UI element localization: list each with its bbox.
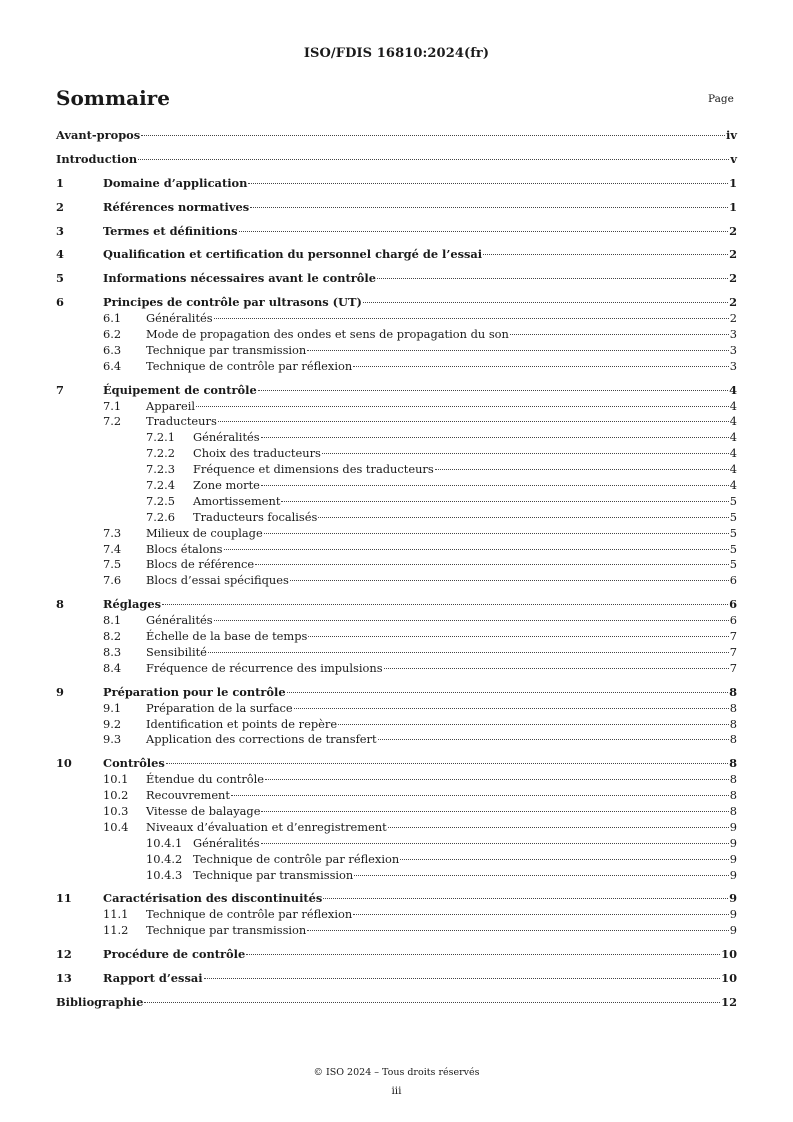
toc-entry[interactable] bbox=[56, 271, 737, 287]
toc-entry-number: 6.3 bbox=[103, 342, 122, 357]
toc-entry-number: 4 bbox=[56, 247, 64, 262]
toc-entry[interactable] bbox=[56, 542, 737, 558]
toc-entry-page: 1 bbox=[729, 199, 737, 214]
dot-leader bbox=[255, 564, 729, 565]
toc-entry-title: Sensibilité bbox=[146, 644, 207, 659]
toc-entry-title: Domaine d’application bbox=[103, 175, 248, 190]
toc-entry-number: 10.4.1 bbox=[146, 835, 183, 850]
toc-entry-number: 7.4 bbox=[103, 541, 122, 556]
toc-entry[interactable] bbox=[56, 414, 737, 430]
toc-entry-title: Échelle de la base de temps bbox=[146, 629, 308, 644]
toc-entry-title: Traducteurs focalisés bbox=[193, 509, 318, 524]
toc-entry[interactable] bbox=[56, 868, 737, 884]
toc-entry-page: 5 bbox=[729, 509, 737, 524]
toc-entry-page: 9 bbox=[729, 891, 737, 906]
toc-entry-number: 13 bbox=[56, 970, 72, 985]
toc-entry-number: 5 bbox=[56, 271, 64, 286]
dot-leader bbox=[322, 453, 729, 454]
dot-leader bbox=[323, 898, 728, 899]
toc-entry-title: Procédure de contrôle bbox=[103, 947, 246, 962]
dot-leader bbox=[214, 620, 729, 621]
toc-entry-number: 8.2 bbox=[103, 629, 122, 644]
toc-entry[interactable] bbox=[56, 573, 737, 589]
dot-leader bbox=[204, 978, 721, 979]
toc-entry-number: 7.2.6 bbox=[146, 509, 175, 524]
dot-leader bbox=[435, 469, 729, 470]
toc-entry-number: 11.2 bbox=[103, 923, 129, 938]
toc-entry-page: 5 bbox=[729, 541, 737, 556]
toc-entry[interactable] bbox=[56, 852, 737, 868]
toc-entry-title: Appareil bbox=[146, 398, 196, 413]
toc-entry[interactable] bbox=[56, 613, 737, 629]
dot-leader bbox=[290, 580, 729, 581]
dot-leader bbox=[144, 1002, 720, 1003]
toc-entry-page: 4 bbox=[729, 398, 737, 413]
toc-entry-page: iv bbox=[726, 128, 737, 142]
toc-entry-number: 8.3 bbox=[103, 644, 122, 659]
dot-leader bbox=[258, 390, 728, 391]
dot-leader bbox=[377, 278, 728, 279]
toc-entry-title: Fréquence de récurrence des impulsions bbox=[146, 660, 383, 675]
toc-entry-number: 7.1 bbox=[103, 398, 122, 413]
toc-entry-number: 7.5 bbox=[103, 557, 122, 572]
toc-entry[interactable] bbox=[56, 327, 737, 343]
dot-leader bbox=[250, 207, 728, 208]
toc-entry[interactable] bbox=[56, 772, 737, 788]
toc-entry-title: Rapport d’essai bbox=[103, 970, 203, 985]
toc-entry-page: 8 bbox=[729, 732, 737, 747]
toc-entry-title: Traducteurs bbox=[146, 414, 217, 429]
dot-leader bbox=[307, 930, 728, 931]
dot-leader bbox=[218, 421, 729, 422]
toc-entry[interactable] bbox=[56, 446, 737, 462]
copyright-footer: © ISO 2024 – Tous droits réservés bbox=[313, 1067, 480, 1078]
toc-entry-number: 2 bbox=[56, 199, 64, 214]
toc-entry-page: 7 bbox=[729, 644, 737, 659]
toc-entry-title: Blocs d’essai spécifiques bbox=[146, 573, 289, 588]
toc-entry[interactable] bbox=[56, 995, 737, 1011]
toc-entry[interactable] bbox=[56, 732, 737, 748]
dot-leader bbox=[354, 875, 728, 876]
toc-entry-page: 2 bbox=[729, 311, 737, 326]
toc-entry-title: Technique de contrôle par réflexion bbox=[193, 851, 400, 866]
toc-entry-title: Application des corrections de transfert bbox=[146, 732, 377, 747]
toc-entry-number: 7.2.5 bbox=[146, 493, 175, 508]
toc-entry[interactable] bbox=[56, 756, 737, 772]
toc-entry-title: Références normatives bbox=[103, 199, 250, 214]
toc-entry-page: 9 bbox=[729, 907, 737, 922]
toc-entry[interactable] bbox=[56, 510, 737, 526]
toc-entry-page: 7 bbox=[729, 660, 737, 675]
toc-entry-number: 9 bbox=[56, 684, 64, 699]
page-number: iii bbox=[391, 1085, 402, 1097]
dot-leader bbox=[400, 859, 729, 860]
toc-entry-title: Recouvrement bbox=[146, 788, 230, 803]
toc-entry-number: 12 bbox=[56, 947, 72, 962]
dot-leader bbox=[224, 549, 729, 550]
toc-entry-title: Mode de propagation des ondes et sens de propagation du son bbox=[146, 327, 509, 342]
dot-leader bbox=[208, 652, 729, 653]
dot-leader bbox=[287, 692, 728, 693]
dot-leader bbox=[378, 739, 729, 740]
toc-entry-title: Blocs de référence bbox=[146, 557, 255, 572]
toc-entry[interactable] bbox=[56, 971, 737, 987]
dot-leader bbox=[281, 501, 728, 502]
toc-entry-number: 7.2.3 bbox=[146, 462, 175, 477]
page-title: Sommaire bbox=[56, 86, 170, 110]
toc-entry-page: 8 bbox=[729, 716, 737, 731]
toc-entry-title: Qualification et certification du personnel chargé de l’essai bbox=[103, 247, 483, 262]
toc-entry-page: 6 bbox=[729, 573, 737, 588]
toc-entry-page: 8 bbox=[729, 756, 737, 771]
toc-entry-number: 9.2 bbox=[103, 716, 122, 731]
dot-leader bbox=[294, 708, 729, 709]
toc-entry-title: Technique par transmission bbox=[193, 867, 354, 882]
toc-entry-page: 8 bbox=[729, 788, 737, 803]
table-of-contents bbox=[56, 128, 737, 1011]
toc-entry-page: 6 bbox=[729, 597, 737, 612]
toc-entry-page: 10 bbox=[721, 947, 737, 962]
toc-entry-number: 6.2 bbox=[103, 327, 122, 342]
toc-entry[interactable] bbox=[56, 557, 737, 573]
toc-entry[interactable] bbox=[56, 176, 737, 192]
dot-leader bbox=[308, 636, 728, 637]
toc-entry-number: 3 bbox=[56, 223, 64, 238]
toc-entry-page: 7 bbox=[729, 629, 737, 644]
toc-entry-number: 10 bbox=[56, 756, 72, 771]
dot-leader bbox=[388, 827, 729, 828]
toc-entry[interactable] bbox=[56, 788, 737, 804]
toc-entry-title: Généralités bbox=[146, 613, 213, 628]
toc-entry[interactable] bbox=[56, 685, 737, 701]
toc-entry-page: 5 bbox=[729, 493, 737, 508]
toc-entry-page: 4 bbox=[729, 430, 737, 445]
toc-entry[interactable] bbox=[56, 923, 737, 939]
toc-entry-title: Fréquence et dimensions des traducteurs bbox=[193, 462, 434, 477]
toc-entry-title: Technique par transmission bbox=[146, 342, 307, 357]
dot-leader bbox=[261, 485, 729, 486]
toc-entry-title: Équipement de contrôle bbox=[103, 382, 257, 397]
toc-entry-number: 6 bbox=[56, 295, 64, 310]
toc-entry-page: 9 bbox=[729, 867, 737, 882]
toc-entry-page: 2 bbox=[729, 271, 737, 286]
dot-leader bbox=[141, 135, 725, 136]
toc-entry-title: Technique de contrôle par réflexion bbox=[146, 907, 353, 922]
toc-entry-page: 2 bbox=[729, 247, 737, 262]
toc-entry[interactable] bbox=[56, 359, 737, 375]
toc-entry-page: 8 bbox=[729, 772, 737, 787]
toc-entry-number: 7.6 bbox=[103, 573, 122, 588]
toc-entry[interactable] bbox=[56, 399, 737, 415]
toc-entry-page: 4 bbox=[729, 382, 737, 397]
toc-entry-number: 6.4 bbox=[103, 358, 122, 373]
dot-leader bbox=[162, 604, 728, 605]
toc-entry-title: Généralités bbox=[146, 311, 213, 326]
dot-leader bbox=[265, 779, 729, 780]
toc-entry-title: Vitesse de balayage bbox=[146, 803, 261, 818]
toc-entry-number: 7.3 bbox=[103, 525, 122, 540]
dot-leader bbox=[196, 406, 729, 407]
toc-entry-title: Généralités bbox=[193, 430, 260, 445]
toc-entry-page: 6 bbox=[729, 613, 737, 628]
toc-entry-page: 1 bbox=[729, 175, 737, 190]
toc-entry-page: 9 bbox=[729, 819, 737, 834]
dot-leader bbox=[510, 334, 729, 335]
toc-entry-title: Blocs étalons bbox=[146, 541, 223, 556]
dot-leader bbox=[318, 517, 728, 518]
toc-entry-page: 8 bbox=[729, 700, 737, 715]
toc-entry[interactable] bbox=[56, 224, 737, 240]
toc-entry-number: 10.2 bbox=[103, 788, 129, 803]
toc-entry-number: 10.1 bbox=[103, 772, 129, 787]
dot-leader bbox=[261, 843, 729, 844]
toc-entry-number: 1 bbox=[56, 175, 64, 190]
toc-entry[interactable] bbox=[56, 836, 737, 852]
toc-entry[interactable] bbox=[56, 152, 737, 168]
toc-entry-page: 3 bbox=[729, 327, 737, 342]
toc-entry-number: 8.1 bbox=[103, 613, 122, 628]
toc-entry-number: 7.2.2 bbox=[146, 446, 175, 461]
dot-leader bbox=[307, 350, 728, 351]
toc-entry-number: 11 bbox=[56, 891, 72, 906]
toc-entry[interactable] bbox=[56, 804, 737, 820]
toc-entry[interactable] bbox=[56, 478, 737, 494]
toc-entry-page: 2 bbox=[729, 295, 737, 310]
toc-entry-title: Préparation pour le contrôle bbox=[103, 684, 286, 699]
toc-entry-number: 9.1 bbox=[103, 700, 122, 715]
dot-leader bbox=[483, 254, 728, 255]
toc-entry[interactable] bbox=[56, 891, 737, 907]
toc-entry-title: Contrôles bbox=[103, 756, 165, 771]
toc-entry-title: Préparation de la surface bbox=[146, 700, 293, 715]
toc-entry-title: Principes de contrôle par ultrasons (UT) bbox=[103, 295, 362, 310]
toc-entry-title: Bibliographie bbox=[56, 994, 144, 1009]
toc-entry-title: Choix des traducteurs bbox=[193, 446, 321, 461]
dot-leader bbox=[363, 302, 728, 303]
dot-leader bbox=[353, 366, 729, 367]
dot-leader bbox=[261, 437, 729, 438]
toc-entry[interactable] bbox=[56, 430, 737, 446]
dot-leader bbox=[384, 668, 729, 669]
toc-entry-title: Caractérisation des discontinuités bbox=[103, 891, 323, 906]
toc-entry-number: 9.3 bbox=[103, 732, 122, 747]
toc-entry-page: 4 bbox=[729, 414, 737, 429]
toc-entry[interactable] bbox=[56, 462, 737, 478]
toc-entry-page: 5 bbox=[729, 557, 737, 572]
toc-entry-number: 6.1 bbox=[103, 311, 122, 326]
toc-entry-number: 10.3 bbox=[103, 803, 129, 818]
toc-entry-page: 2 bbox=[729, 223, 737, 238]
toc-entry-number: 10.4.3 bbox=[146, 867, 183, 882]
toc-entry-number: 8 bbox=[56, 597, 64, 612]
toc-entry-page: 8 bbox=[729, 803, 737, 818]
dot-leader bbox=[261, 811, 728, 812]
toc-entry-number: 10.4.2 bbox=[146, 851, 183, 866]
toc-entry[interactable] bbox=[56, 343, 737, 359]
document-id: ISO/FDIS 16810:2024(fr) bbox=[303, 46, 490, 61]
toc-entry[interactable] bbox=[56, 128, 737, 144]
toc-entry[interactable] bbox=[56, 820, 737, 836]
toc-entry-page: 4 bbox=[729, 446, 737, 461]
dot-leader bbox=[248, 183, 728, 184]
toc-entry-number: 7.2.1 bbox=[146, 430, 175, 445]
toc-entry-title: Technique par transmission bbox=[146, 923, 307, 938]
dot-leader bbox=[214, 318, 729, 319]
toc-entry[interactable] bbox=[56, 526, 737, 542]
toc-entry-page: 12 bbox=[721, 994, 737, 1009]
toc-entry[interactable] bbox=[56, 200, 737, 216]
toc-entry-page: 5 bbox=[729, 525, 737, 540]
toc-entry[interactable] bbox=[56, 295, 737, 311]
dot-leader bbox=[231, 795, 729, 796]
toc-entry-number: 10.4 bbox=[103, 819, 129, 834]
page-column-label: Page bbox=[708, 93, 734, 105]
dot-leader bbox=[138, 159, 729, 160]
toc-entry-title: Zone morte bbox=[193, 478, 260, 493]
dot-leader bbox=[246, 954, 720, 955]
toc-entry-title: Réglages bbox=[103, 597, 162, 612]
toc-entry[interactable] bbox=[56, 645, 737, 661]
toc-entry[interactable] bbox=[56, 311, 737, 327]
toc-entry[interactable] bbox=[56, 717, 737, 733]
toc-entry-page: 9 bbox=[729, 923, 737, 938]
toc-entry-page: 9 bbox=[729, 835, 737, 850]
toc-entry[interactable] bbox=[56, 383, 737, 399]
dot-leader bbox=[353, 914, 729, 915]
toc-entry-title: Introduction bbox=[56, 151, 138, 166]
toc-entry-title: Milieux de couplage bbox=[146, 525, 263, 540]
toc-entry-page: 8 bbox=[729, 684, 737, 699]
toc-entry-title: Informations nécessaires avant le contrôle bbox=[103, 271, 376, 286]
toc-entry[interactable] bbox=[56, 247, 737, 263]
toc-entry-number: 7 bbox=[56, 382, 64, 397]
toc-entry-title: Étendue du contrôle bbox=[146, 772, 265, 787]
dot-leader bbox=[338, 724, 729, 725]
toc-entry-number: 7.2.4 bbox=[146, 478, 175, 493]
dot-leader bbox=[239, 231, 729, 232]
toc-entry-title: Identification et points de repère bbox=[146, 716, 338, 731]
toc-entry-page: 10 bbox=[721, 970, 737, 985]
toc-entry-title: Avant-propos bbox=[56, 128, 141, 142]
toc-entry-title: Généralités bbox=[193, 835, 260, 850]
toc-entry-number: 11.1 bbox=[103, 907, 129, 922]
toc-entry-page: 9 bbox=[729, 851, 737, 866]
toc-entry-title: Termes et définitions bbox=[103, 223, 238, 238]
toc-entry-title: Technique de contrôle par réflexion bbox=[146, 358, 353, 373]
toc-entry[interactable] bbox=[56, 661, 737, 677]
toc-entry[interactable] bbox=[56, 597, 737, 613]
toc-entry-title: Niveaux d’évaluation et d’enregistrement bbox=[146, 819, 387, 834]
toc-entry-number: 7.2 bbox=[103, 414, 122, 429]
dot-leader bbox=[166, 763, 728, 764]
toc-entry-title: Amortissement bbox=[193, 493, 281, 508]
toc-entry-page: 4 bbox=[729, 462, 737, 477]
toc-entry[interactable] bbox=[56, 629, 737, 645]
toc-entry[interactable] bbox=[56, 701, 737, 717]
toc-entry-page: v bbox=[730, 151, 737, 166]
toc-entry[interactable] bbox=[56, 947, 737, 963]
toc-entry[interactable] bbox=[56, 494, 737, 510]
toc-entry[interactable] bbox=[56, 907, 737, 923]
toc-entry-page: 3 bbox=[729, 342, 737, 357]
toc-entry-number: 8.4 bbox=[103, 660, 122, 675]
toc-entry-page: 3 bbox=[729, 358, 737, 373]
dot-leader bbox=[264, 533, 729, 534]
toc-entry-page: 4 bbox=[729, 478, 737, 493]
